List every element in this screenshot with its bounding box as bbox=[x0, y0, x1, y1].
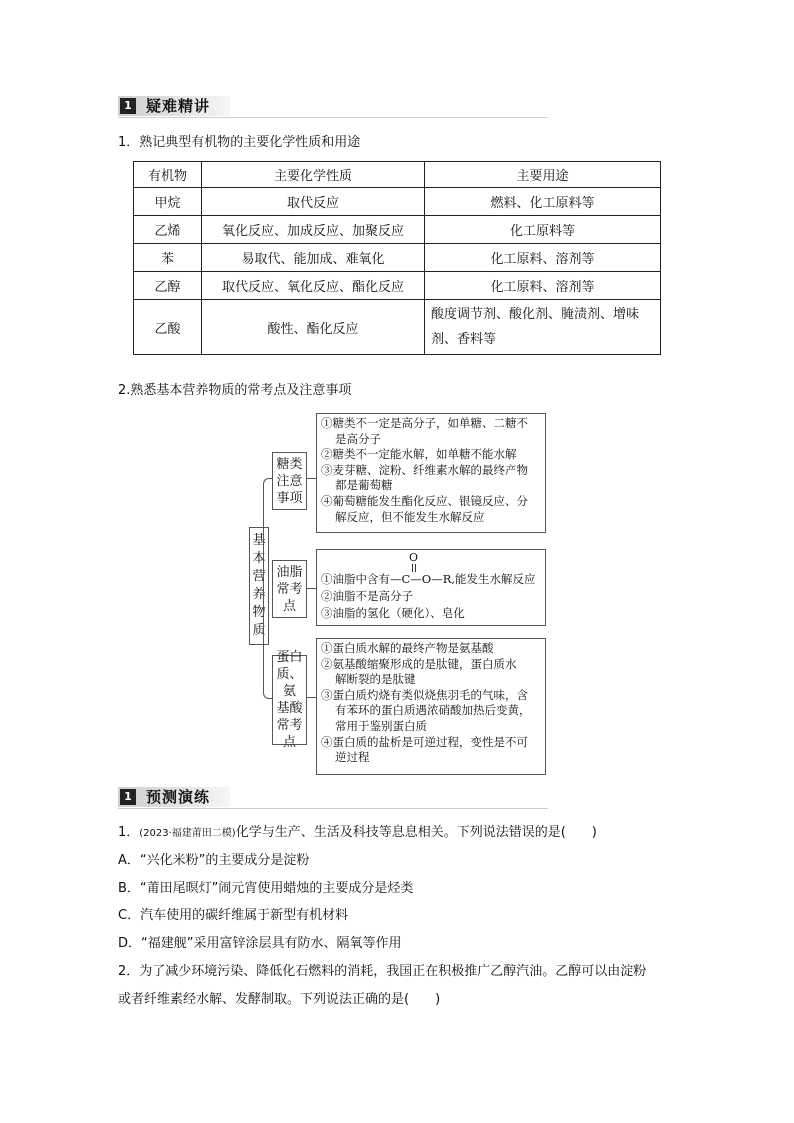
table-cell: 燃料、化工原料等 bbox=[425, 188, 661, 216]
table-row bbox=[134, 244, 661, 272]
category-label: 糖类 bbox=[276, 456, 303, 472]
note-line: ①糖类不一定是高分子，如单糖、二糖不 bbox=[321, 416, 528, 430]
section-header-practice bbox=[118, 787, 230, 809]
item2-heading: 2.熟悉基本营养物质的常考点及注意事项 bbox=[118, 383, 352, 398]
table-header-cell: 主要用途 bbox=[425, 162, 661, 188]
ester-formula: ①油脂中含有—C—O—R bbox=[321, 572, 452, 586]
table-cell: 化工原料等 bbox=[425, 216, 661, 244]
table-cell: 苯 bbox=[134, 244, 202, 272]
note-line bbox=[321, 572, 536, 588]
table-header-cell: 主要化学性质 bbox=[202, 162, 425, 188]
properties-table bbox=[133, 161, 661, 355]
table-cell: 化工原料、溶剂等 bbox=[425, 272, 661, 300]
header-divider bbox=[118, 808, 548, 809]
protein-notes-box bbox=[316, 638, 546, 775]
category-label: 注意 bbox=[276, 473, 303, 489]
table-header-row bbox=[134, 162, 661, 188]
root-char: 本 bbox=[252, 551, 266, 566]
root-char: 质 bbox=[252, 623, 266, 638]
option-d: D．“福建舰”采用富锌涂层具有防水、隔氧等作用 bbox=[118, 936, 402, 951]
category-label: 点 bbox=[282, 735, 296, 750]
option-a: A．“兴化米粉”的主要成分是淀粉 bbox=[118, 853, 310, 868]
question-2-line1: 2．为了减少环境污染、降低化石燃料的消耗，我国正在积极推广乙醇汽油。乙醇可以由淀粉 bbox=[118, 964, 647, 979]
question-source: (2023·福建莆田二模) bbox=[139, 828, 236, 839]
table-cell: 氧化反应、加成反应、加聚反应 bbox=[202, 216, 425, 244]
table-cell: 易取代、能加成、难氧化 bbox=[202, 244, 425, 272]
option-c: C．汽车使用的碳纤维属于新型有机材料 bbox=[118, 908, 349, 923]
category-label: 蛋白 bbox=[276, 650, 303, 665]
note-line: ②油脂不是高分子 bbox=[321, 589, 413, 603]
table-cell: 取代反应 bbox=[202, 188, 425, 216]
note-line: ③蛋白质灼烧有类似烧焦羽毛的气味，含 bbox=[321, 687, 528, 702]
category-label: 点 bbox=[282, 598, 296, 614]
section-number-icon: 1 bbox=[120, 789, 136, 805]
section-title: 疑难精讲 bbox=[146, 97, 211, 115]
table-header-cell: 有机物 bbox=[134, 162, 202, 188]
question-1-stem bbox=[118, 824, 597, 843]
note-line: 逆过程 bbox=[335, 750, 370, 765]
category-label: 事项 bbox=[276, 490, 303, 506]
note-line: ②糖类不一定能水解，如单糖不能水解 bbox=[321, 447, 517, 462]
table-cell: 酸性、酯化反应 bbox=[202, 300, 425, 355]
table-cell: 取代反应、氧化反应、酯化反应 bbox=[202, 272, 425, 300]
category-label: 油脂 bbox=[276, 564, 303, 580]
table-cell: 酸度调节剂、酸化剂、腌渍剂、增味剂、香料等 bbox=[425, 300, 661, 355]
note-line: 解断裂的是肽键 bbox=[335, 672, 416, 687]
header-divider bbox=[118, 117, 548, 118]
fat-category-box bbox=[272, 560, 307, 618]
sugar-notes-box bbox=[316, 413, 546, 533]
question-2-line2: 或者纤维素经水解、发酵制取。下列说法正确的是( ) bbox=[118, 992, 441, 1007]
note-line: ③麦芽糖、淀粉、纤维素水解的最终产物 bbox=[321, 462, 528, 477]
root-char: 物 bbox=[252, 605, 266, 620]
table-cell: 乙烯 bbox=[134, 216, 202, 244]
note-line: 是高分子 bbox=[335, 431, 381, 446]
note-line: ④葡萄糖能发生酯化反应、银镜反应、分 bbox=[321, 493, 528, 508]
sugar-category-box bbox=[272, 452, 307, 510]
table-cell: 乙酸 bbox=[134, 300, 202, 355]
section-number-icon: 1 bbox=[120, 98, 136, 114]
item1-heading: 1．熟记典型有机物的主要化学性质和用途 bbox=[118, 135, 361, 150]
double-bond-icon bbox=[412, 564, 416, 572]
note-line: 有苯环的蛋白质遇浓硝酸加热后变黄， bbox=[335, 703, 531, 718]
note-line: 常用于鉴别蛋白质 bbox=[335, 718, 427, 733]
table-cell: 化工原料、溶剂等 bbox=[425, 244, 661, 272]
option-b: B．“莆田尾暝灯”闹元宵使用蜡烛的主要成分是烃类 bbox=[118, 881, 414, 896]
category-label: 常考 bbox=[276, 581, 303, 597]
protein-category-box bbox=[272, 650, 307, 750]
table-row bbox=[134, 300, 661, 355]
section-title: 预测演练 bbox=[146, 788, 211, 806]
note-line: ④蛋白质的盐析是可逆过程，变性是不可 bbox=[321, 734, 528, 749]
table-cell: 乙醇 bbox=[134, 272, 202, 300]
table-row bbox=[134, 216, 661, 244]
table-row bbox=[134, 272, 661, 300]
category-label: 常考 bbox=[276, 718, 303, 733]
note-line: ②氨基酸缩聚形成的是肽键，蛋白质水 bbox=[321, 656, 517, 671]
note-line: 解反应，但不能发生水解反应 bbox=[335, 509, 485, 524]
root-char: 营 bbox=[252, 569, 266, 584]
note-text: ,能发生水解反应 bbox=[451, 572, 536, 586]
table-row bbox=[134, 188, 661, 216]
section-header-explanation bbox=[118, 96, 230, 118]
table-cell: 甲烷 bbox=[134, 188, 202, 216]
category-label: 基酸 bbox=[276, 701, 303, 716]
root-char: 养 bbox=[252, 587, 266, 602]
category-label: 质、氨 bbox=[276, 667, 303, 699]
root-char: 基 bbox=[252, 533, 266, 548]
fat-notes-box bbox=[316, 549, 546, 626]
question-text: 化学与生产、生活及科技等息息相关。下列说法错误的是( ) bbox=[235, 825, 597, 840]
note-line: 都是葡萄糖 bbox=[335, 478, 393, 493]
carbonyl-oxygen: O bbox=[409, 551, 419, 564]
note-line: ③油脂的氢化（硬化）、皂化 bbox=[321, 606, 465, 620]
note-line: ①蛋白质水解的最终产物是氨基酸 bbox=[321, 641, 494, 655]
question-number: 1． bbox=[118, 825, 140, 840]
